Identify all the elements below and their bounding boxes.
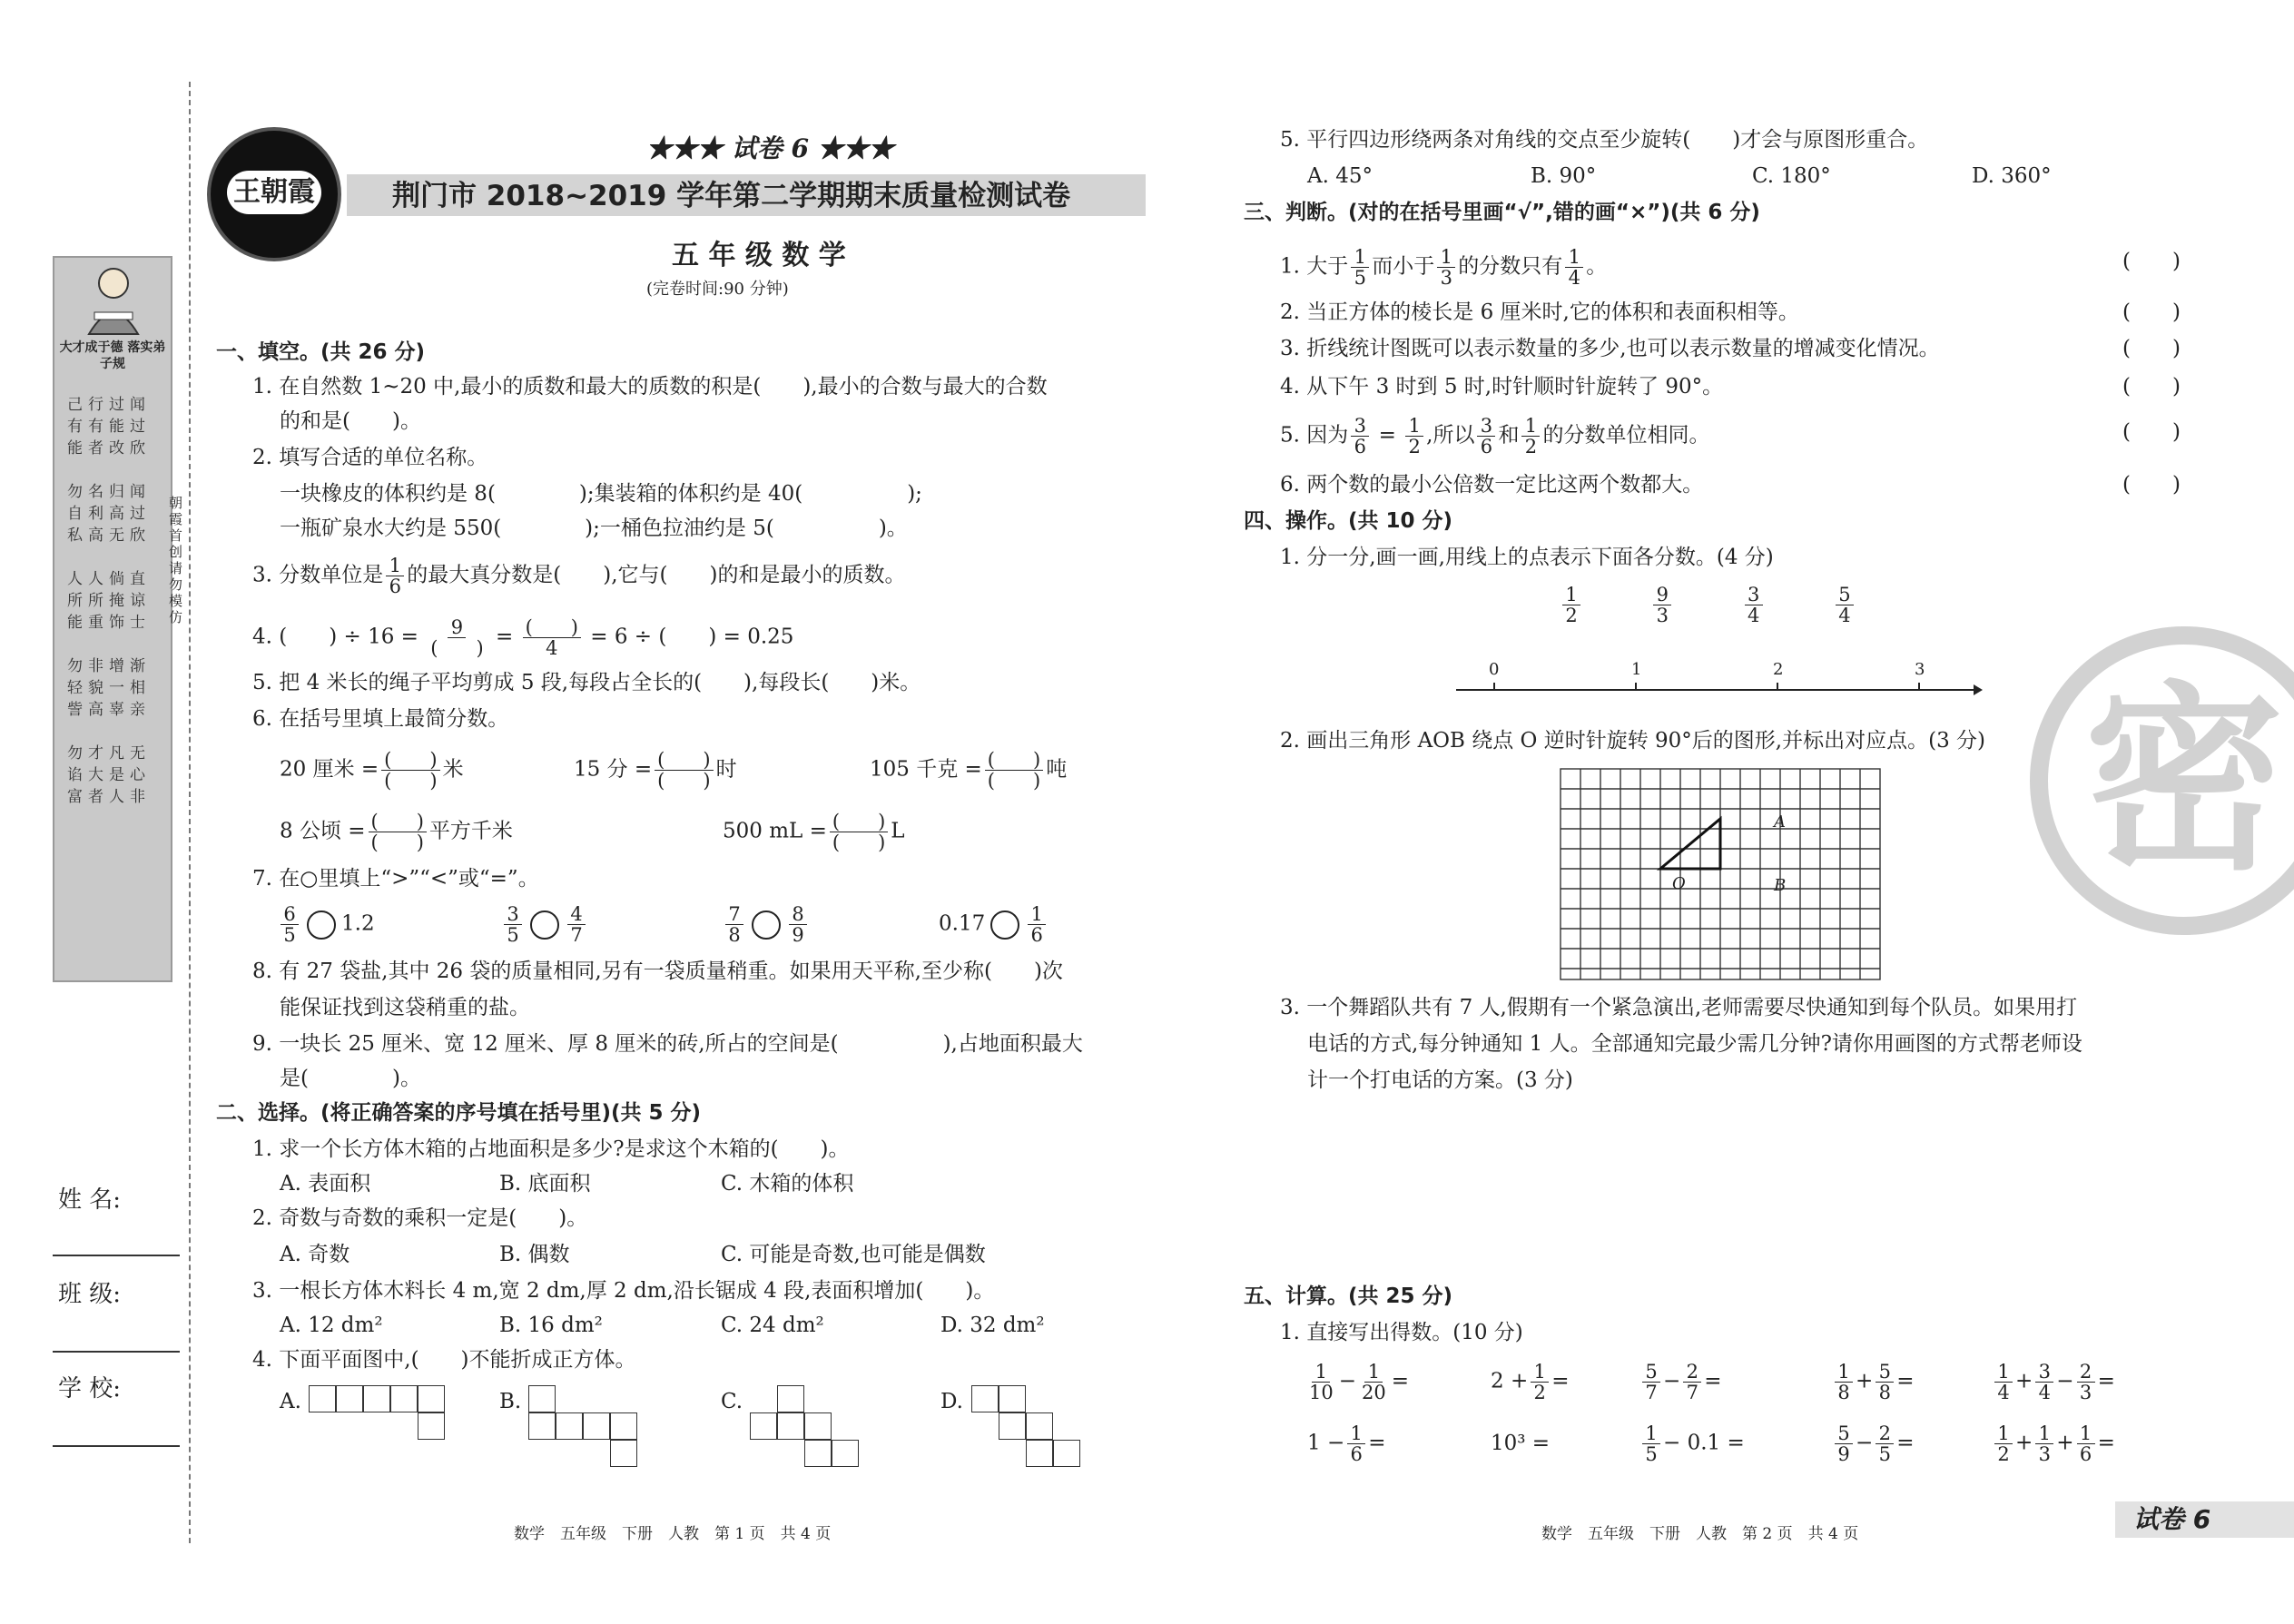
choice-q1-a[interactable]: A. 表面积 — [280, 1172, 371, 1196]
ops-q3b: 电话的方式,每分钟通知 1 人。全部通知完最少需几分钟?请你用画图的方式帮老师设 — [1307, 1032, 2082, 1056]
choice-q3-c[interactable]: C. 24 dm² — [721, 1314, 824, 1337]
side-label: 朝霞首创 请勿模仿 — [169, 495, 183, 625]
calc-4: $\frac{1}{8}$ + $\frac{5}{8}$ = — [1832, 1362, 1915, 1403]
fill-q3: 3. 分数单位是 $\frac{1}{6}$ 的最大真分数是( ),它与( )的和是最小的质数。 — [252, 555, 906, 597]
ops-q1-fractions: $\frac{1}{2}$ $\frac{9}{3}$ $\frac{3}{4}$ $\frac{5}{4}$ — [1560, 585, 1856, 625]
rules-text: 己行过闻 有有能过 能者改欣 勿名归闻 自利高过 私高无欣 人人倘直 所所掩谅 能重饰士 勿非增渐 轻貌一相 訾高辜亲 勿才凡无 谄大是心 富者人非 — [67, 396, 151, 806]
judge-q3: 3. 折线统计图既可以表示数量的多少,也可以表示数量的增减变化情况。 — [1280, 337, 1940, 360]
secret-stamp — [2030, 626, 2294, 935]
number-line[interactable] — [1456, 672, 1983, 712]
ops-q3a: 3. 一个舞蹈队共有 7 人,假期有一个紧急演出,老师需要尽快通知到每个队员。如果用打 — [1280, 996, 2078, 1019]
fill-q9a: 9. 一块长 25 厘米、宽 12 厘米、厚 8 厘米的砖,所占的空间是( ),占地面积最大 — [252, 1032, 1083, 1056]
compare-circle[interactable] — [307, 910, 336, 940]
choice-q3: 3. 一根长方体木料长 4 m,宽 2 dm,厚 2 dm,沿长锯成 4 段,表面积增加( )。 — [252, 1279, 995, 1303]
compare-circle[interactable] — [990, 910, 1019, 940]
fill-q1a: 1. 在自然数 1~20 中,最小的质数和最大的质数的积是( ),最小的合数与最大的合数 — [252, 375, 1048, 399]
fill-q7: 7. 在○里填上“>”“<”或“=”。 — [252, 867, 539, 891]
judge-answer-3[interactable]: ( ) — [2122, 337, 2181, 360]
choice-q5-a[interactable]: A. 45° — [1307, 164, 1373, 188]
binding-line — [189, 82, 191, 1543]
rotation-grid[interactable] — [1560, 768, 1883, 986]
calc-5: $\frac{1}{4}$ + $\frac{3}{4}$ − $\frac{2}{3}$ = — [1992, 1362, 2115, 1403]
page-title: 荆门市 2018~2019 学年第二学期期末质量检测试卷 — [392, 180, 1071, 212]
choice-q1-c[interactable]: C. 木箱的体积 — [721, 1172, 854, 1196]
judge-answer-5[interactable]: ( ) — [2122, 420, 2181, 444]
fill-q2a: 一块橡皮的体积约是 8( );集装箱的体积约是 40( ); — [280, 482, 922, 506]
logo-text: 王朝霞 — [227, 171, 321, 214]
q6-item-3: 105 千克 = $\frac{( )}{( )}$ 吨 — [870, 749, 1068, 792]
choice-q2-c[interactable]: C. 可能是奇数,也可能是偶数 — [721, 1243, 986, 1266]
fill-q1b: 的和是( )。 — [280, 409, 421, 433]
section-3-heading: 三、判断。(对的在括号里画“√”,错的画“×”)(共 6 分) — [1244, 201, 1760, 224]
judge-q1: 1. 大于 $\frac{1}{5}$ 而小于 $\frac{1}{3}$ 的分数只有 $\frac{1}{4}$ 。 — [1280, 246, 1608, 289]
choice-q4-d[interactable]: D. — [940, 1390, 963, 1413]
calc-9: $\frac{5}{9}$ − $\frac{2}{5}$ = — [1832, 1423, 1915, 1464]
q7-item-1: $\frac{6}{5}$ 1.2 — [278, 904, 375, 945]
grid-label-o: O — [1672, 874, 1686, 893]
choice-q2-b[interactable]: B. 偶数 — [499, 1243, 570, 1266]
judge-q2: 2. 当正方体的棱长是 6 厘米时,它的体积和表面积相等。 — [1280, 300, 1799, 324]
choice-q2: 2. 奇数与奇数的乘积一定是( )。 — [252, 1206, 588, 1230]
q7-item-4: 0.17 $\frac{1}{6}$ — [939, 904, 1049, 945]
q6-item-4: 8 公顷 = $\frac{( )}{( )}$ 平方千米 — [280, 811, 513, 853]
class-field[interactable] — [53, 1351, 180, 1353]
judge-q4: 4. 从下午 3 时到 5 时,时针顺时针旋转了 90°。 — [1280, 375, 1724, 399]
choice-q1: 1. 求一个长方体木箱的占地面积是多少?是求这个木箱的( )。 — [252, 1137, 850, 1161]
grid-label-a: A — [1774, 812, 1786, 832]
sidebar-panel — [53, 256, 172, 982]
q6-item-1: 20 厘米 = $\frac{( )}{( )}$ 米 — [280, 749, 464, 792]
calc-8: $\frac{1}{5}$ − 0.1 = — [1639, 1423, 1745, 1464]
calc-2: 2 + $\frac{1}{2}$ = — [1491, 1361, 1570, 1403]
choice-q5: 5. 平行四边形绕两条对角线的交点至少旋转( )才会与原图形重合。 — [1280, 128, 1929, 152]
calc-10: $\frac{1}{2}$ + $\frac{1}{3}$ + $\frac{1}{6}$ = — [1992, 1423, 2115, 1464]
tick-3: 3 — [1915, 660, 1925, 679]
subject-title: 五 年 级 数 学 — [672, 240, 846, 271]
choice-q4-b[interactable]: B. — [499, 1390, 522, 1413]
fraction: $\frac{1}{6}$ — [386, 556, 404, 596]
fill-q6: 6. 在括号里填上最简分数。 — [252, 707, 509, 731]
judge-q5: 5. 因为 $\frac{3}{6}$ = $\frac{1}{2}$ ,所以 $\frac{3}{6}$ 和 $\frac{1}{2}$ 的分数单位相同。 — [1280, 415, 1710, 458]
fill-q2b: 一瓶矿泉水大约是 550( );一桶色拉油约是 5( )。 — [280, 517, 908, 540]
q7-item-3: $\frac{7}{8}$ $\frac{8}{9}$ — [723, 904, 810, 945]
section-5-heading: 五、计算。(共 25 分) — [1244, 1284, 1453, 1308]
footer-left: 数学 五年级 下册 人教 第 1 页 共 4 页 — [514, 1525, 832, 1543]
fill-q4: 4. ( ) ÷ 16 = $\frac{9}{( )}$ = $\frac{( )}{4}$ = 6 ÷ ( ) = 0.25 — [252, 616, 794, 659]
time-note: (完卷时间:90 分钟) — [646, 280, 789, 299]
compare-circle[interactable] — [752, 910, 781, 940]
footer-right: 数学 五年级 下册 人教 第 2 页 共 4 页 — [1541, 1525, 1859, 1543]
fill-q9b: 是( )。 — [280, 1067, 421, 1090]
footer-tag: 试卷 6 — [2133, 1504, 2211, 1534]
section-2-heading: 二、选择。(将正确答案的序号填在括号里)(共 5 分) — [216, 1101, 702, 1125]
choice-q4-c[interactable]: C. — [721, 1390, 743, 1413]
fill-q8b: 能保证找到这袋稍重的盐。 — [280, 996, 530, 1019]
school-label: 学 校: — [58, 1375, 122, 1403]
calc-6: 1 − $\frac{1}{6}$ = — [1307, 1422, 1386, 1465]
judge-answer-2[interactable]: ( ) — [2122, 300, 2181, 324]
fill-q8a: 8. 有 27 袋盐,其中 26 袋的质量相同,另有一袋质量稍重。如果用天平称,至少称( )次 — [252, 960, 1063, 983]
fill-q2: 2. 填写合适的单位名称。 — [252, 446, 488, 469]
motto-top: 大才成于德 落实弟子规 — [59, 340, 166, 371]
judge-answer-1[interactable]: ( ) — [2122, 250, 2181, 273]
choice-q4-a[interactable]: A. — [280, 1390, 301, 1413]
choice-q1-b[interactable]: B. 底面积 — [499, 1172, 591, 1196]
calc-1: $\frac{1}{10}$ − $\frac{1}{20}$ = — [1309, 1361, 1410, 1403]
judge-q6: 6. 两个数的最小公倍数一定比这两个数都大。 — [1280, 473, 1704, 497]
class-label: 班 级: — [58, 1281, 122, 1308]
choice-q3-d[interactable]: D. 32 dm² — [940, 1314, 1045, 1337]
q6-item-5: 500 mL = $\frac{( )}{( )}$ L — [723, 811, 905, 853]
logo — [207, 127, 341, 261]
scholar-illustration — [82, 265, 145, 336]
name-field[interactable] — [53, 1255, 180, 1256]
series-tag: ★★★ 试卷 6 ★★★ — [646, 133, 894, 163]
q6-item-2: 15 分 = $\frac{( )}{( )}$ 时 — [574, 749, 737, 792]
judge-answer-6[interactable]: ( ) — [2122, 473, 2181, 497]
choice-q5-d[interactable]: D. 360° — [1972, 164, 2052, 188]
name-label: 姓 名: — [58, 1186, 122, 1214]
stamp-text: 密 — [2083, 664, 2284, 897]
section-4-heading: 四、操作。(共 10 分) — [1244, 509, 1453, 533]
tick-2: 2 — [1773, 660, 1784, 679]
section-1-heading: 一、填空。(共 26 分) — [216, 340, 426, 364]
choice-q5-b[interactable]: B. 90° — [1531, 164, 1597, 188]
choice-q3-b[interactable]: B. 16 dm² — [499, 1314, 603, 1337]
choice-q5-c[interactable]: C. 180° — [1752, 164, 1831, 188]
compare-circle[interactable] — [530, 910, 559, 940]
choice-q3-a[interactable]: A. 12 dm² — [280, 1314, 383, 1337]
fill-q5: 5. 把 4 米长的绳子平均剪成 5 段,每段占全长的( ),每段长( )米。 — [252, 671, 921, 694]
choice-q4: 4. 下面平面图中,( )不能折成正方体。 — [252, 1348, 636, 1372]
q7-item-2: $\frac{3}{5}$ $\frac{4}{7}$ — [501, 904, 588, 945]
choice-q2-a[interactable]: A. 奇数 — [280, 1243, 350, 1266]
judge-answer-4[interactable]: ( ) — [2122, 375, 2181, 399]
grid-label-b: B — [1774, 876, 1787, 895]
calc-7: 10³ = — [1491, 1432, 1551, 1455]
ops-q1: 1. 分一分,画一画,用线上的点表示下面各分数。(4 分) — [1280, 546, 1774, 569]
calc-q1: 1. 直接写出得数。(10 分) — [1280, 1321, 1523, 1344]
school-field[interactable] — [53, 1445, 180, 1447]
ops-q3c: 计一个打电话的方案。(3 分) — [1307, 1068, 1573, 1092]
calc-3: $\frac{5}{7}$ − $\frac{2}{7}$ = — [1639, 1362, 1722, 1403]
tick-1: 1 — [1631, 660, 1642, 679]
ops-q2: 2. 画出三角形 AOB 绕点 O 逆时针旋转 90°后的图形,并标出对应点。(3 分) — [1280, 729, 1986, 753]
tick-0: 0 — [1489, 660, 1500, 679]
